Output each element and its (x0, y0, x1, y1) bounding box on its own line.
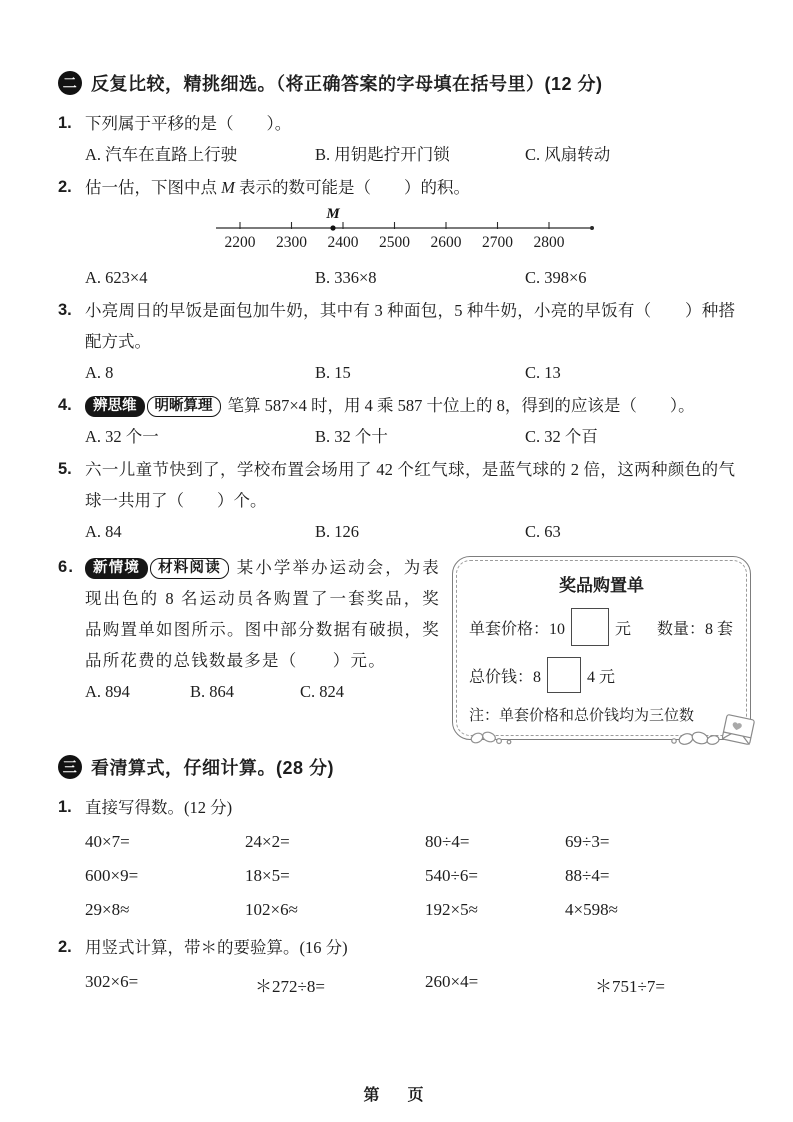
calc-part1-label (58, 792, 735, 823)
new-context-badge: 新情境 (85, 558, 148, 579)
question-6-options (58, 676, 440, 707)
expression: 29×8≈ (85, 900, 130, 919)
tick-2500: 2500 (379, 234, 410, 251)
part2-number: 2. (58, 938, 72, 956)
option-a: A. 84 (85, 522, 122, 541)
question-1-text: 下列属于平移的是（ ）。 (85, 114, 292, 133)
point-m-label: M (326, 207, 340, 222)
option-b: B. 用钥匙拧开门锁 (315, 145, 450, 164)
question-3-number: 3. (58, 301, 72, 319)
clear-reasoning-badge: 明晰算理 (147, 396, 221, 417)
tick-2400: 2400 (327, 234, 359, 251)
expression: 102×6≈ (245, 900, 298, 919)
thinking-skill-badge: 辨思维 (85, 396, 145, 417)
question-2-number: 2. (58, 178, 72, 196)
question-6-text: 某小学举办运动会，为表现出色的 8 名运动员各购置了一套奖品，奖品购置单如图所示。图中部分数据有破损，奖品所花费的总钱数最多是（ ）元。 (85, 558, 440, 670)
total-price-after: 4 元 (587, 668, 616, 686)
total-price-row (469, 657, 734, 693)
prize-card-note: 注：单套价格和总价钱均为三位数 (469, 708, 695, 724)
direct-computation-grid (58, 832, 735, 920)
question-5-text: 六一儿童节快到了，学校布置会场用了 42 个红气球，是蓝气球的 2 倍，这两种颜色的气球一共用了（ ）个。 (85, 460, 735, 510)
question-6-number: 6. (58, 558, 75, 576)
number-line-svg (216, 207, 596, 255)
calc-part2-label (58, 932, 735, 963)
expression: 88÷4= (565, 866, 610, 885)
question-5-options (58, 516, 735, 547)
tick-2700: 2700 (482, 234, 513, 251)
quantity-label: 数量：8 套 (657, 620, 734, 638)
question-4-options (58, 421, 735, 452)
question-4-number: 4. (58, 396, 72, 414)
expression: 69÷3= (565, 832, 610, 851)
question-1-options (58, 139, 735, 170)
question-6-left-column (58, 552, 440, 709)
point-m-dot (330, 225, 335, 230)
option-b: B. 126 (315, 522, 360, 541)
vertical-computation-row (58, 972, 735, 997)
prize-purchase-card (452, 556, 751, 740)
option-a: A. 汽车在直路上行驶 (85, 145, 238, 164)
part2-text: 用竖式计算，带＊的要验算。(16 分) (85, 938, 348, 957)
unit-price-row (469, 608, 734, 646)
option-b: B. 15 (315, 363, 351, 382)
question-5 (58, 454, 735, 516)
question-1 (58, 108, 735, 139)
option-c: C. 824 (300, 682, 345, 701)
option-a: A. 623×4 (85, 268, 148, 287)
tick-2200: 2200 (224, 234, 256, 251)
line-end-dot (590, 226, 594, 230)
expression: 80÷4= (425, 832, 470, 851)
question-4-text: 笔算 587×4 时，用 4 乘 587 十位上的 8，得到的应该是（ ）。 (227, 396, 695, 415)
prize-card-title: 奖品购置单 (559, 576, 644, 595)
page-footer: 第 页 (363, 1087, 430, 1104)
question-3-options (58, 357, 735, 388)
question-6 (58, 552, 440, 676)
section-calc-title: 看清算式，仔细计算。(28 分) (91, 758, 335, 778)
question-6-block (58, 552, 735, 740)
tick-2800: 2800 (533, 234, 565, 251)
expression: 4×598≈ (565, 900, 618, 919)
question-3 (58, 295, 735, 357)
section-two-icon: 二 (58, 71, 82, 95)
leaf-decoration (469, 729, 521, 747)
option-c: C. 63 (525, 522, 561, 541)
tick-2300: 2300 (276, 234, 307, 251)
damaged-digit-box (571, 608, 609, 646)
question-5-number: 5. (58, 460, 72, 478)
question-3-text: 小亮周日的早饭是面包加牛奶，其中有 3 种面包，5 种牛奶，小亮的早饭有（ ）种搭配方式。 (85, 301, 735, 351)
tick-2600: 2600 (430, 234, 462, 251)
expression: 24×2= (245, 832, 290, 851)
question-2-text-after: 表示的数可能是（ ）的积。 (234, 178, 470, 197)
material-reading-badge: 材料阅读 (150, 558, 229, 579)
option-c: C. 风扇转动 (525, 145, 611, 164)
number-line-figure (216, 207, 735, 260)
option-b: B. 336×8 (315, 268, 377, 287)
option-b: B. 864 (190, 682, 235, 701)
option-c: C. 398×6 (525, 268, 587, 287)
damaged-digit-box (547, 657, 581, 693)
expression: 18×5= (245, 866, 290, 885)
total-price-label: 总价钱：8 (469, 668, 542, 686)
section-three-icon: 三 (58, 755, 82, 779)
question-2-options (58, 262, 735, 293)
expression: 40×7= (85, 832, 130, 851)
question-1-number: 1. (58, 114, 72, 132)
envelope-heart-icon (666, 711, 758, 751)
tick-labels (225, 234, 565, 251)
question-4 (58, 390, 735, 421)
option-c: C. 32 个百 (525, 427, 598, 446)
expression: ＊751÷7= (595, 977, 665, 996)
prize-card-inner-border (456, 560, 747, 736)
question-2-text-before: 估一估，下图中点 (85, 178, 222, 197)
option-a: A. 32 个一 (85, 427, 159, 446)
question-2 (58, 172, 735, 203)
part1-text: 直接写得数。(12 分) (85, 798, 233, 817)
expression: 192×5≈ (425, 900, 478, 919)
unit-price-unit: 元 (615, 620, 632, 638)
option-c: C. 13 (525, 363, 561, 382)
expression: ＊272÷8= (255, 977, 325, 996)
expression: 302×6= (85, 972, 139, 991)
unit-price-label: 单套价格：10 (469, 620, 566, 638)
section-choice-title: 反复比较，精挑细选。（将正确答案的字母填在括号里）(12 分) (91, 74, 603, 94)
section-choice-header (58, 70, 735, 96)
option-a: A. 894 (85, 682, 130, 701)
expression: 540÷6= (425, 866, 478, 885)
expression: 600×9= (85, 866, 139, 885)
point-m-variable: M (221, 178, 235, 197)
part1-number: 1. (58, 798, 72, 816)
section-calc-header (58, 754, 735, 780)
expression: 260×4= (425, 972, 479, 991)
option-b: B. 32 个十 (315, 427, 388, 446)
option-a: A. 8 (85, 363, 114, 382)
